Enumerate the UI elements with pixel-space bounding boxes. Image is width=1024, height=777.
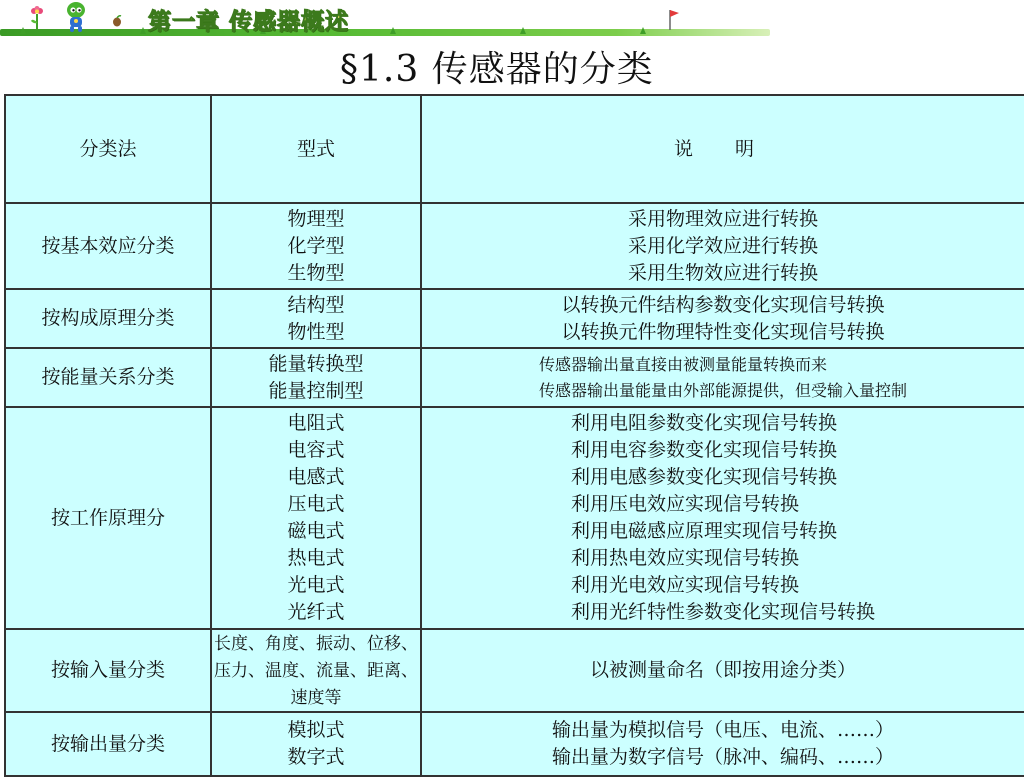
type-cell (211, 407, 421, 629)
description-cell (421, 289, 1024, 348)
header-description: 说 明 (421, 95, 1024, 203)
description-value: 采用物理效应进行转换 (627, 207, 818, 230)
type-value: 电容式 (287, 439, 345, 461)
chapter-banner (0, 0, 780, 38)
header-method: 分类法 (5, 95, 211, 203)
type-value: 光电式 (287, 574, 345, 596)
chapter-title: 第一章 传感器概述 (148, 9, 350, 35)
method-cell: 按基本效应分类 (5, 203, 211, 289)
flag-icon (668, 8, 680, 30)
description-value: 利用电容参数变化实现信号转换 (570, 439, 837, 461)
header-type: 型式 (211, 95, 421, 203)
flower-icon (30, 6, 44, 30)
description-value: 利用热电效应实现信号转换 (570, 547, 799, 569)
type-value: 数字式 (287, 746, 345, 768)
table-row (5, 289, 1024, 348)
description-value: 采用生物效应进行转换 (627, 261, 818, 284)
table-header-row (5, 95, 1024, 203)
type-value: 能量转换型 (268, 352, 364, 375)
description-value: 利用电感参数变化实现信号转换 (570, 466, 837, 488)
description-value: 利用光电效应实现信号转换 (570, 574, 799, 596)
table-row (5, 348, 1024, 407)
type-value: 磁电式 (287, 520, 345, 542)
type-value: 热电式 (287, 547, 345, 569)
type-value: 生物型 (287, 261, 345, 284)
description-value: 利用压电效应实现信号转换 (570, 493, 799, 515)
description-cell (421, 407, 1024, 629)
description-cell (421, 629, 1024, 712)
description-value: 以转换元件结构参数变化实现信号转换 (561, 293, 885, 316)
description-cell (421, 203, 1024, 289)
description-value: 以转换元件物理特性变化实现信号转换 (561, 320, 885, 343)
type-value: 物理型 (287, 207, 345, 230)
page-title: §1.3 传感器的分类 (340, 49, 654, 90)
type-value: 结构型 (287, 293, 345, 316)
type-cell (211, 289, 421, 348)
grass-strip (0, 29, 770, 36)
description-value: 输出量为模拟信号（电压、电流、……） (551, 719, 894, 741)
description-cell (421, 348, 1024, 407)
description-value: 以被测量命名（即按用途分类） (589, 659, 856, 681)
table-row (5, 407, 1024, 629)
method-cell: 按能量关系分类 (5, 348, 211, 407)
classification-table-container (4, 94, 1024, 768)
description-value: 传感器输出量能量由外部能源提供，但受输入量控制 (538, 380, 907, 400)
description-cell (421, 712, 1024, 776)
description-value: 利用电阻参数变化实现信号转换 (570, 412, 837, 434)
type-cell (211, 712, 421, 776)
type-value: 压电式 (287, 493, 345, 515)
table-row (5, 629, 1024, 712)
description-block (571, 410, 875, 626)
type-value: 化学型 (287, 234, 345, 257)
description-block (539, 352, 907, 404)
method-cell: 按构成原理分类 (5, 289, 211, 348)
table-row (5, 712, 1024, 776)
type-cell (211, 629, 421, 712)
type-value: 物性型 (287, 320, 345, 343)
description-value: 传感器输出量直接由被测量能量转换而来 (538, 354, 827, 374)
method-cell: 按工作原理分 (5, 407, 211, 629)
type-value: 模拟式 (287, 719, 345, 741)
type-value: 电感式 (287, 466, 345, 488)
method-cell: 按输出量分类 (5, 712, 211, 776)
type-cell (211, 348, 421, 407)
description-value: 采用化学效应进行转换 (627, 234, 818, 257)
description-value: 利用光纤特性参数变化实现信号转换 (570, 601, 875, 623)
description-value: 利用电磁感应原理实现信号转换 (570, 520, 837, 542)
seed-icon (112, 15, 122, 27)
table-row (5, 203, 1024, 289)
method-cell: 按输入量分类 (5, 629, 211, 712)
type-value: 能量控制型 (268, 379, 364, 402)
type-cell (211, 203, 421, 289)
description-value: 输出量为数字信号（脉冲、编码、……） (551, 746, 894, 768)
mascot-icon (64, 1, 88, 33)
type-value: 长度、角度、振动、位移、压力、温度、流量、距离、速度等 (214, 634, 418, 708)
type-value: 光纤式 (287, 601, 345, 623)
classification-table (4, 94, 1024, 777)
type-value: 电阻式 (287, 412, 345, 434)
